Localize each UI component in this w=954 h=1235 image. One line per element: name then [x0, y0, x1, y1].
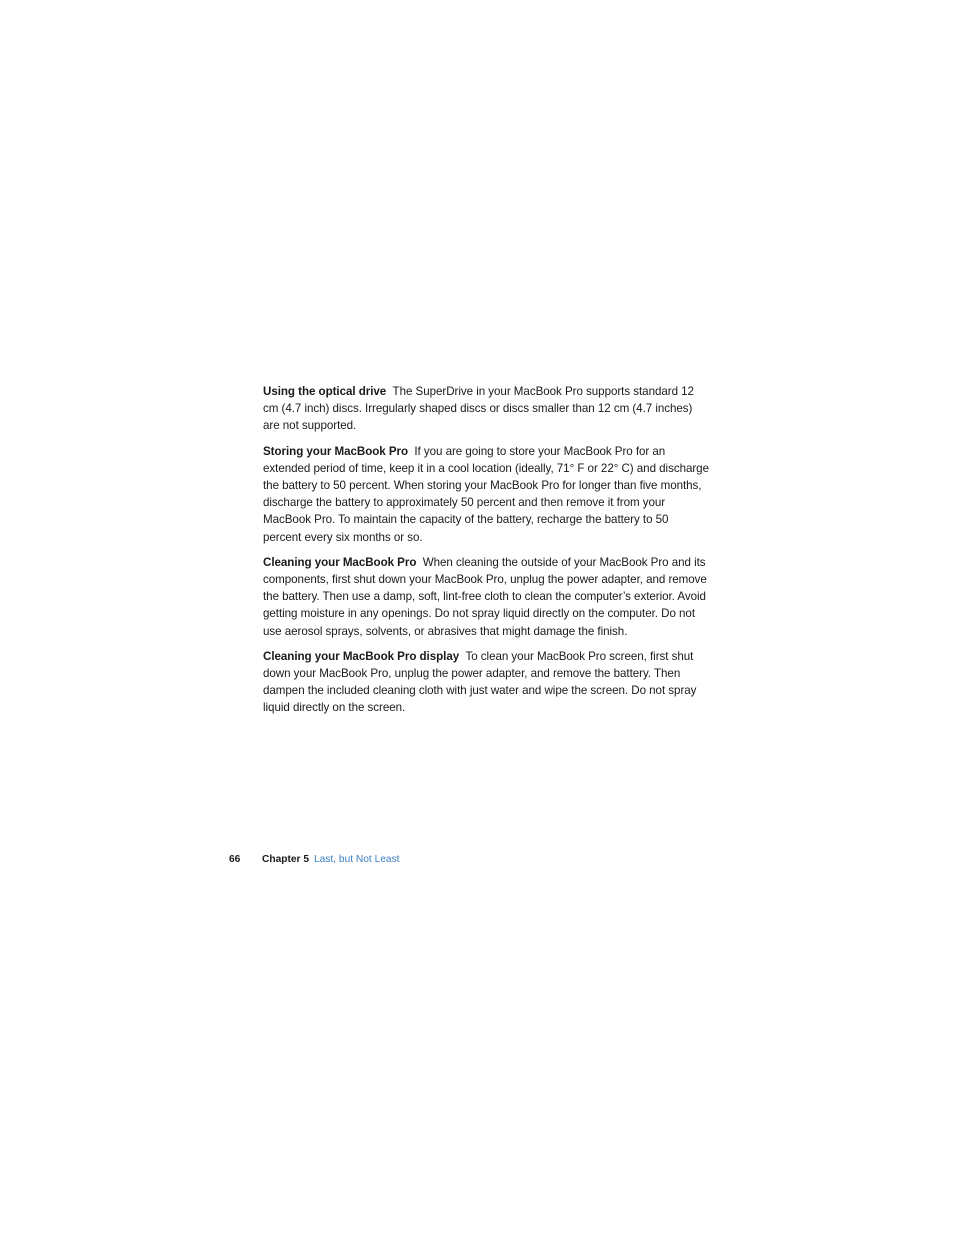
section-body: To clean your MacBook Pro screen, first shut down your MacBook Pro, unplug the power adapter, and remove the battery. Then dampen the included cleaning cloth with just water and wipe the screen. Do not spray liquid directly on the screen. [263, 649, 697, 715]
page-number: 66 [229, 854, 241, 865]
section-heading: Using the optical drive [263, 385, 387, 398]
section-heading: Cleaning your MacBook Pro display [263, 649, 460, 663]
section-body: If you are going to store your MacBook Pro for an extended period of time, keep it in a cool location (ideally, 71° F or 22° C) and discharge the battery to 50 percent. When storing your MacBook Pro for longer than five months, discharge the battery to approximately 50 percent and then remove it from your MacBook Pro. To maintain the capacity of the battery, recharge the battery to 50 percent every six months or so. [263, 444, 709, 544]
section-heading: Cleaning your MacBook Pro [263, 555, 417, 569]
page-content [263, 383, 709, 725]
page-footer [229, 853, 400, 867]
section-body: The SuperDrive in your MacBook Pro supports standard 12 cm (4.7 inch) discs. Irregularly shaped discs or discs smaller than 12 cm (4.7 inches) are not supported. [263, 385, 694, 433]
section-storing [263, 443, 709, 546]
section-body: When cleaning the outside of your MacBook Pro and its components, first shut down your MacBook Pro, unplug the power adapter, and remove the battery. Then use a damp, soft, lint-free cloth to clean the computer’s exterior. Avoid getting moisture in any openings. Do not spray liquid directly on the computer. Do not use aerosol sprays, solvents, or abrasives that might damage the finish. [263, 555, 707, 638]
chapter-title-link[interactable]: Last, but Not Least [314, 854, 400, 865]
section-optical-drive [263, 383, 709, 435]
chapter-label: Chapter 5 [262, 854, 309, 865]
section-cleaning [263, 554, 709, 640]
section-cleaning-display [263, 648, 709, 717]
section-heading: Storing your MacBook Pro [263, 444, 409, 458]
